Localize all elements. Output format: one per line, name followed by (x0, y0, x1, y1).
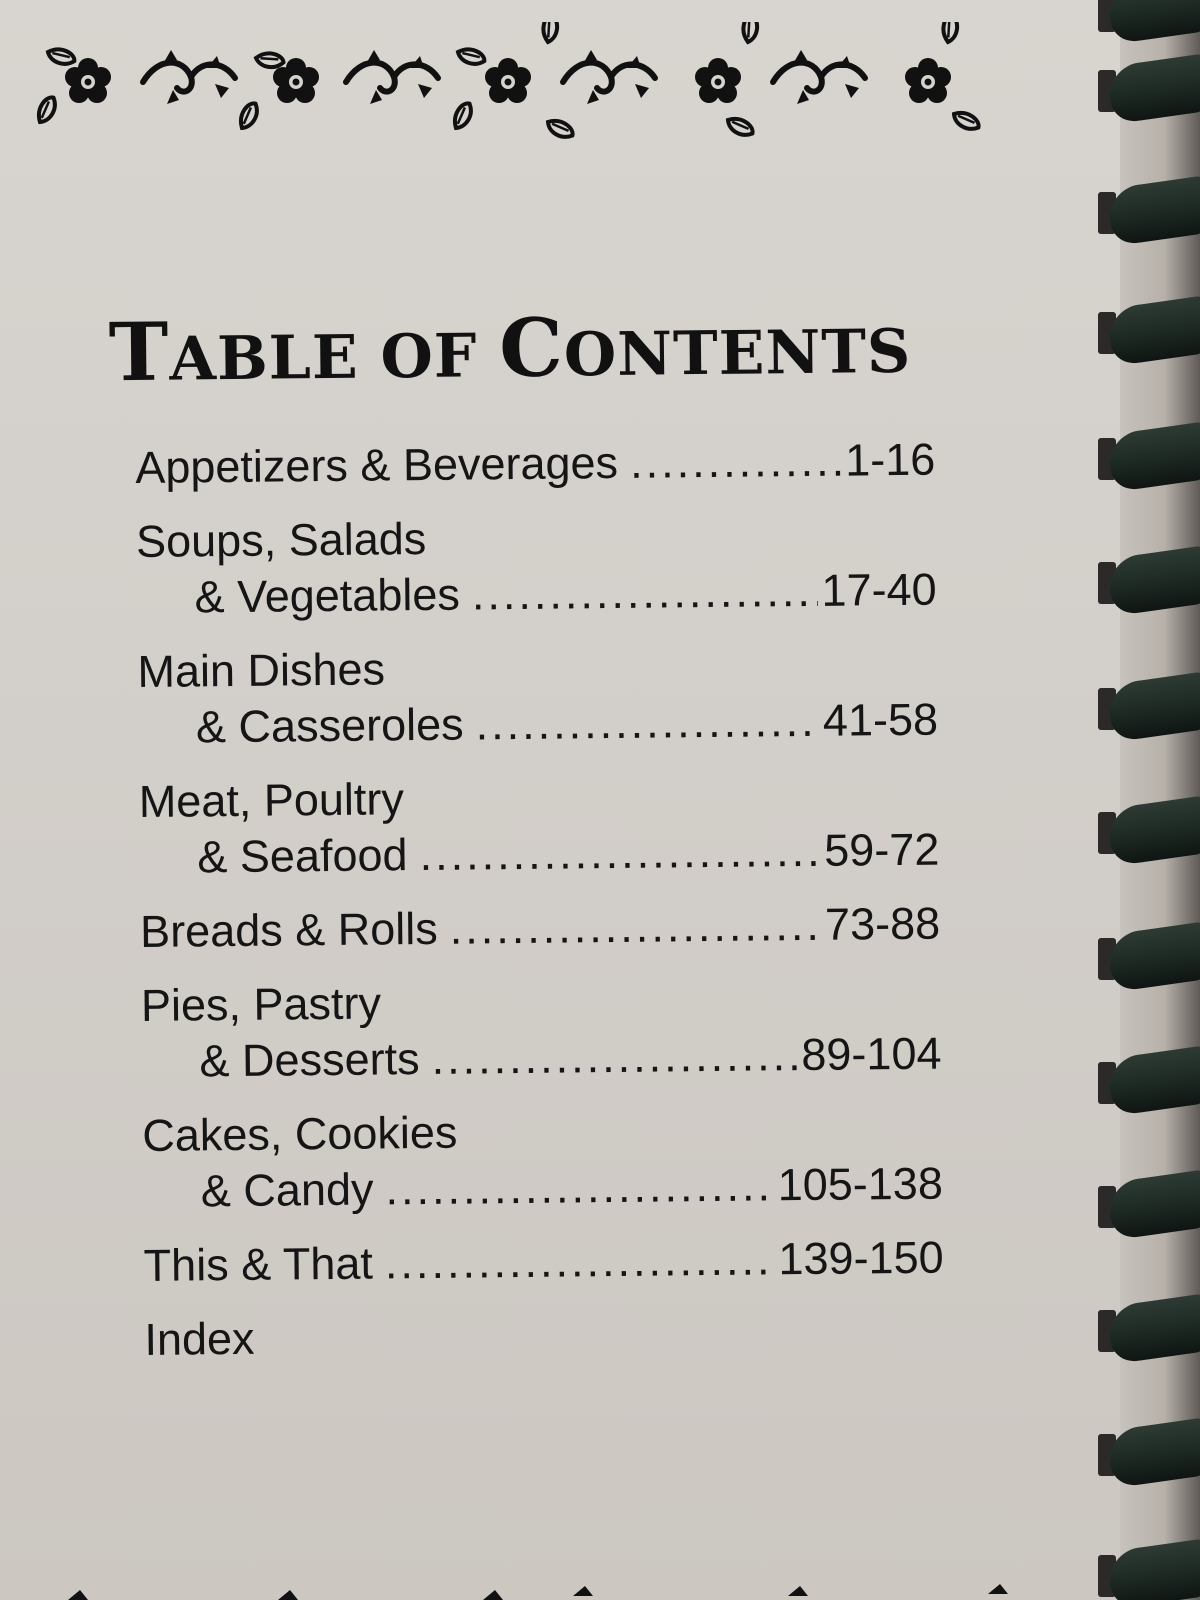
toc-entry-label: & Desserts (199, 1033, 420, 1087)
binding-coil (1098, 302, 1200, 360)
binding-coil (1098, 928, 1200, 986)
toc-entry-heading: Main Dishes (137, 643, 386, 697)
toc-entry-pages: 139-150 (778, 1231, 944, 1285)
toc-entry-heading: Soups, Salads (135, 512, 427, 567)
toc-entry-label: Index (144, 1312, 255, 1365)
toc-entry-breads (140, 896, 941, 960)
dot-leader (419, 823, 820, 883)
floral-vine-border-icon (28, 1578, 1018, 1600)
toc-entry-pages: 73-88 (824, 897, 941, 950)
toc-entry-meat (138, 766, 939, 886)
toc-entry-label: & Seafood (197, 829, 408, 883)
toc-entry-heading: Meat, Poultry (138, 773, 405, 827)
toc-entry-heading: Cakes, Cookies (142, 1106, 458, 1161)
dot-leader (385, 1231, 775, 1291)
toc-entry-pages: 1-16 (844, 433, 936, 486)
binding-coil (1098, 1424, 1200, 1482)
toc-entry-label: & Candy (200, 1163, 374, 1217)
binding-coil (1098, 0, 1200, 38)
spiral-binding (1090, 0, 1200, 1600)
toc-entry-label: & Casseroles (195, 698, 464, 753)
binding-coil (1098, 678, 1200, 736)
dot-leader (449, 897, 821, 957)
dot-leader (431, 1027, 797, 1087)
dot-leader (472, 563, 818, 623)
toc-entry-label: & Vegetables (194, 568, 461, 623)
dot-leader (385, 1157, 774, 1217)
toc-entry-pages: 41-58 (822, 693, 939, 746)
toc-entry-label: Appetizers & Beverages (135, 436, 619, 493)
binding-coil (1098, 1300, 1200, 1358)
binding-coil (1098, 428, 1200, 486)
binding-coil (1098, 60, 1200, 118)
toc-entry-this-that (143, 1230, 944, 1294)
toc-entry-cakes (142, 1100, 943, 1220)
toc-entry-appetizers (135, 432, 936, 496)
toc-entry-soups (136, 506, 937, 626)
binding-coil (1098, 182, 1200, 240)
table-of-contents (135, 432, 945, 1368)
binding-coil (1098, 1052, 1200, 1110)
page-title: TABLE OF CONTENTS (108, 300, 912, 400)
toc-entry-pages: 17-40 (821, 563, 937, 616)
toc-entry-index (144, 1304, 945, 1368)
binding-coil (1098, 1545, 1200, 1600)
toc-entry-label: Breads & Rolls (139, 902, 439, 957)
dot-leader (475, 693, 819, 753)
toc-entry-pages: 89-104 (801, 1027, 942, 1081)
floral-vine-border-icon (28, 22, 1018, 142)
toc-entry-pages: 59-72 (823, 823, 940, 876)
toc-entry-pages: 105-138 (777, 1157, 944, 1211)
toc-entry-heading: Pies, Pastry (140, 977, 382, 1031)
binding-coil (1098, 802, 1200, 860)
binding-coil (1098, 1176, 1200, 1234)
toc-entry-pies (141, 970, 942, 1090)
toc-entry-label: This & That (143, 1237, 374, 1291)
toc-entry-main-dishes (137, 636, 938, 756)
binding-coil (1098, 552, 1200, 610)
dot-leader (630, 433, 842, 491)
